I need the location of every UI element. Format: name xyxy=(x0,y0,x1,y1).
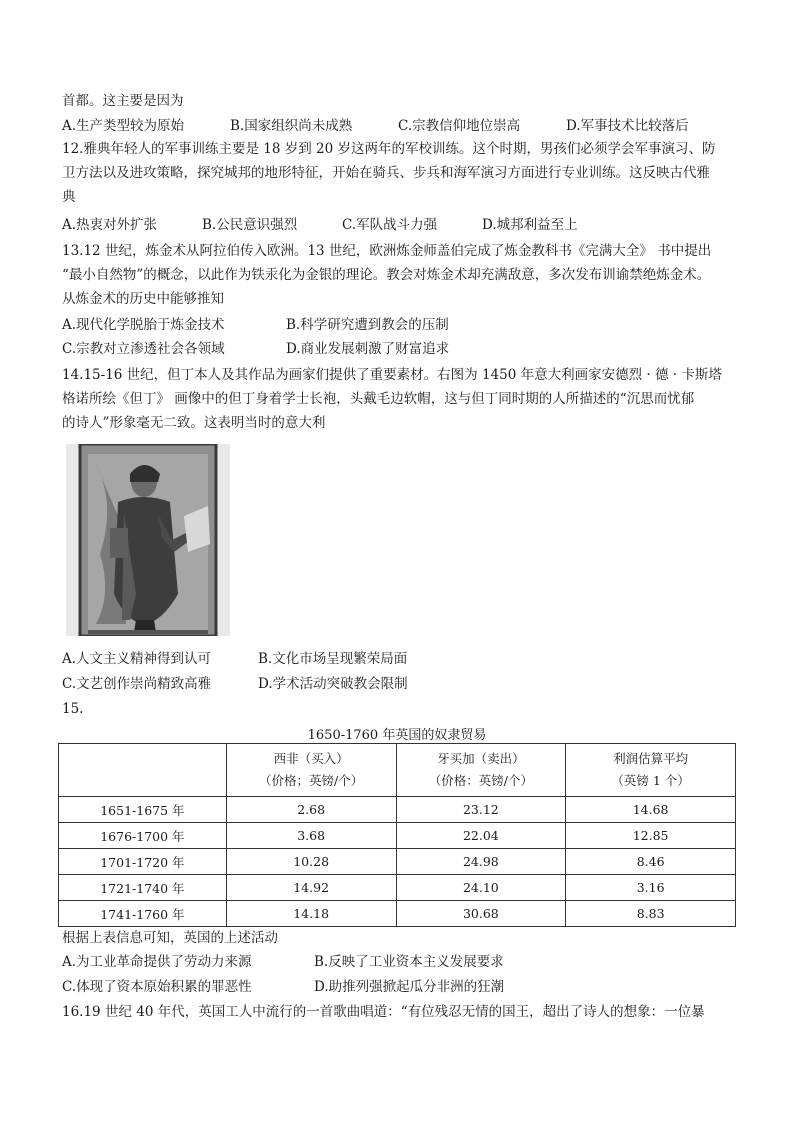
q11-option-b: B.国家组织尚未成熟 xyxy=(230,118,353,134)
q12-stem-line-2: 卫方法以及进攻策略，探究城邦的地形特征，开始在骑兵、步兵和海军演习方面进行专业训练。这反映古代雅 xyxy=(62,165,710,181)
header-jamaica-line1: 牙买加（卖出） xyxy=(437,751,525,766)
jamaica-price-cell: 24.98 xyxy=(396,849,566,875)
header-cell-profit xyxy=(566,744,736,797)
profit-cell: 14.68 xyxy=(566,797,736,823)
period-cell: 1741-1760 年 xyxy=(59,901,227,927)
west-africa-price-cell: 14.18 xyxy=(226,901,396,927)
q14-stem-line-1: 14.15-16 世纪，但丁本人及其作品为画家们提供了重要素材。右图为 1450 年意大利画家安德烈 · 德 · 卡斯塔 xyxy=(62,367,722,383)
header-profit-line1: 利润估算平均 xyxy=(613,751,689,766)
q11-option-c: C.宗教信仰地位崇高 xyxy=(398,118,521,134)
period-cell: 1701-1720 年 xyxy=(59,849,227,875)
jamaica-price-cell: 23.12 xyxy=(396,797,566,823)
period-cell: 1676-1700 年 xyxy=(59,823,227,849)
table-row xyxy=(59,823,736,849)
slave-trade-table xyxy=(58,743,736,927)
q14-stem-line-2: 格诺所绘《但丁》 画像中的但丁身着学士长袍，头戴毛边软帽，这与但丁同时期的人所描述的“沉思而忧郁 xyxy=(62,391,695,407)
dante-portrait-image xyxy=(66,444,230,636)
west-africa-price-cell: 10.28 xyxy=(226,849,396,875)
table-row xyxy=(59,875,736,901)
q15-option-b: B.反映了工业资本主义发展要求 xyxy=(314,954,504,970)
profit-cell: 12.85 xyxy=(566,823,736,849)
q12-option-d: D.城邦利益至上 xyxy=(482,217,578,233)
header-cell-west-africa xyxy=(226,744,396,797)
q12-stem-line-1: 12.雅典年轻人的军事训练主要是 18 岁到 20 岁这两年的军校训练。这个时期，男孩们必须学会军事演习、防 xyxy=(62,141,716,157)
q13-stem-line-3: 从炼金术的历史中能够推知 xyxy=(62,291,224,307)
table-row xyxy=(59,849,736,875)
jamaica-price-cell: 30.68 xyxy=(396,901,566,927)
q15-number: 15. xyxy=(62,701,84,717)
period-cell: 1651-1675 年 xyxy=(59,797,227,823)
table-row xyxy=(59,797,736,823)
west-africa-price-cell: 3.68 xyxy=(226,823,396,849)
q15-option-d: D.助推列强掀起瓜分非洲的狂潮 xyxy=(314,979,505,995)
q13-option-c: C.宗教对立渗透社会各领域 xyxy=(62,341,225,357)
profit-cell: 3.16 xyxy=(566,875,736,901)
q16-stem-line-1: 16.19 世纪 40 年代，英国工人中流行的一首歌曲唱道：“有位残忍无情的国王，超出了诗人的想象：一位暴 xyxy=(62,1004,705,1020)
header-jamaica-line2: （价格：英镑/个） xyxy=(428,773,533,788)
q13-stem-line-1: 13.12 世纪，炼金术从阿拉伯传入欧洲。13 世纪，欧洲炼金师盖伯完成了炼金教科书《完满大全》 书中提出 xyxy=(62,243,712,259)
q13-option-d: D.商业发展刺激了财富追求 xyxy=(286,341,450,357)
q13-stem-line-2: “最小自然物”的概念，以此作为铁汞化为金银的理论。教会对炼金术却充满敌意，多次发布训谕禁绝炼金术。 xyxy=(62,267,711,283)
q15-option-c: C.体现了资本原始积累的罪恶性 xyxy=(62,979,252,995)
q13-option-a: A.现代化学脱胎于炼金技术 xyxy=(62,317,225,333)
q12-option-a: A.热衷对外扩张 xyxy=(62,217,158,233)
q15-stem: 根据上表信息可知，英国的上述活动 xyxy=(62,930,278,946)
q14-option-b: B.文化市场呈现繁荣局面 xyxy=(258,651,408,667)
q14-option-a: A.人文主义精神得到认可 xyxy=(62,651,212,667)
q14-option-c: C.文艺创作崇尚精致高雅 xyxy=(62,676,212,692)
period-cell: 1721-1740 年 xyxy=(59,875,227,901)
header-profit-line2: （英镑 1 个） xyxy=(611,773,690,788)
table-header-row xyxy=(59,744,736,797)
dante-portrait-illustration xyxy=(66,444,230,636)
table-row xyxy=(59,901,736,927)
q15-option-a: A.为工业革命提供了劳动力来源 xyxy=(62,954,252,970)
header-cell-jamaica xyxy=(396,744,566,797)
q13-option-b: B.科学研究遭到教会的压制 xyxy=(286,317,449,333)
q11-stem-tail: 首都。这主要是因为 xyxy=(62,93,184,109)
west-africa-price-cell: 2.68 xyxy=(226,797,396,823)
header-west-africa-line2: （价格；英镑/个） xyxy=(259,773,364,788)
q11-option-d: D.军事技术比较落后 xyxy=(566,118,689,134)
q14-stem-line-3: 的诗人”形象毫无二致。这表明当时的意大利 xyxy=(62,415,326,431)
q12-option-c: C.军队战斗力强 xyxy=(342,217,438,233)
header-cell-period xyxy=(59,744,227,797)
jamaica-price-cell: 22.04 xyxy=(396,823,566,849)
jamaica-price-cell: 24.10 xyxy=(396,875,566,901)
table-caption: 1650-1760 年英国的奴隶贸易 xyxy=(307,728,487,743)
profit-cell: 8.46 xyxy=(566,849,736,875)
header-west-africa-line1: 西非（买入） xyxy=(273,751,349,766)
q14-option-d: D.学术活动突破教会限制 xyxy=(258,676,408,692)
profit-cell: 8.83 xyxy=(566,901,736,927)
q12-option-b: B.公民意识强烈 xyxy=(202,217,298,233)
q12-stem-line-3: 典 xyxy=(62,189,76,205)
q11-option-a: A.生产类型较为原始 xyxy=(62,118,185,134)
west-africa-price-cell: 14.92 xyxy=(226,875,396,901)
